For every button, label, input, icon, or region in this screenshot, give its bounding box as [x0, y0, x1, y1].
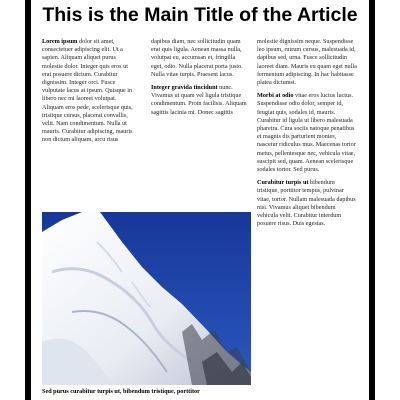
- column-2-paragraph-2: [151, 84, 248, 117]
- column-1-text: dolor sit amet, consectetuer adipiscing elit. Ut a sapien. Aliquam aliquet purus molestie dolor. Integer quis eros ut erat posuere dictum. Curabitur dignissim. Integer orci. Fusce vulputate lacus at ipsum. Quisque in libero nec mi laoreet volutpat. Aliquam eros pede, scelerisque quis, tristique cursus, placerat convallis, velit. Nam condimentum. Nulla ut mauris. Curabitur adipiscing, mauris non dictum aliquam, arcu risus: [42, 38, 133, 144]
- column-3-text-2: vitae eros luctus luctus. Suspendisse odio dolor, semper id, feugiat quis, sodales id, mauris. Curabitur id ligula ut libero malesuada pharetra. Cura sociis natoque penatibus et magnis dis parturient montes, nascetur ridiculus mus. Maecenas tortor metus, pellentesque nec, vehicula vitae, suscipit sed, quam. Aenean scelerisque sodales tortor. Sed purus.: [257, 92, 356, 174]
- column-3-paragraph-2: [257, 92, 358, 174]
- column-1-paragraph: [42, 38, 135, 145]
- article-column-3: [257, 38, 358, 400]
- article-title: This is the Main Title of the Article: [42, 4, 358, 26]
- article-column-1: [42, 38, 135, 208]
- column-3-paragraph-3: [257, 179, 358, 228]
- column-3-text-3: bibendum tristique, porttitor tempus, pulvinar vitae, tortor. Nullam malesuada dapibus nisi. Vivamus aliquet bibendum vehicula velit. Curabitur interdum posuere risus. Duis egestas.: [257, 179, 356, 228]
- article-page: [31, 0, 369, 400]
- column-2-text: nunc. Vivamus ut quam vel ligula tristique condimentum. Proin facilisis. Aliquam sagittis lacinia mi. Donec sagittis: [151, 84, 247, 116]
- column-3-paragraph-1: molestie dignissim neque. Suspendisse leo ipsum, rutrum cursus, malesuada id, dapibus sed, urna. Fusce sollicitudin laoreet diam. Mauris eu quam eget nulla fermentum adipiscing. In hac habitasse platea dictumst.: [257, 38, 357, 87]
- column-2-subheading: Integer gravida tincidunt: [151, 84, 218, 92]
- article-column-2: [151, 38, 248, 213]
- photo-caption: Sed purus curabitur turpis ut, bibendum tristique, porttitor: [42, 388, 200, 395]
- lead-in: Lorem ipsum: [42, 38, 78, 45]
- column-3-subheading-2: Curabitur turpis ut: [257, 179, 309, 187]
- column-3-subheading-1: Morbi at odio: [257, 92, 294, 100]
- mountain-photo: [42, 212, 251, 385]
- mountain-photo-icon: [42, 212, 251, 385]
- column-2-paragraph-1: dapibus diam, nec sollicitudin quam erat quis ligula. Aenean massa nulla, volutpat eu, accumsan et, fringilla eget, odio. Nulla placerat porta justo. Nulla vitae turpis. Praesent lacus.: [151, 38, 243, 78]
